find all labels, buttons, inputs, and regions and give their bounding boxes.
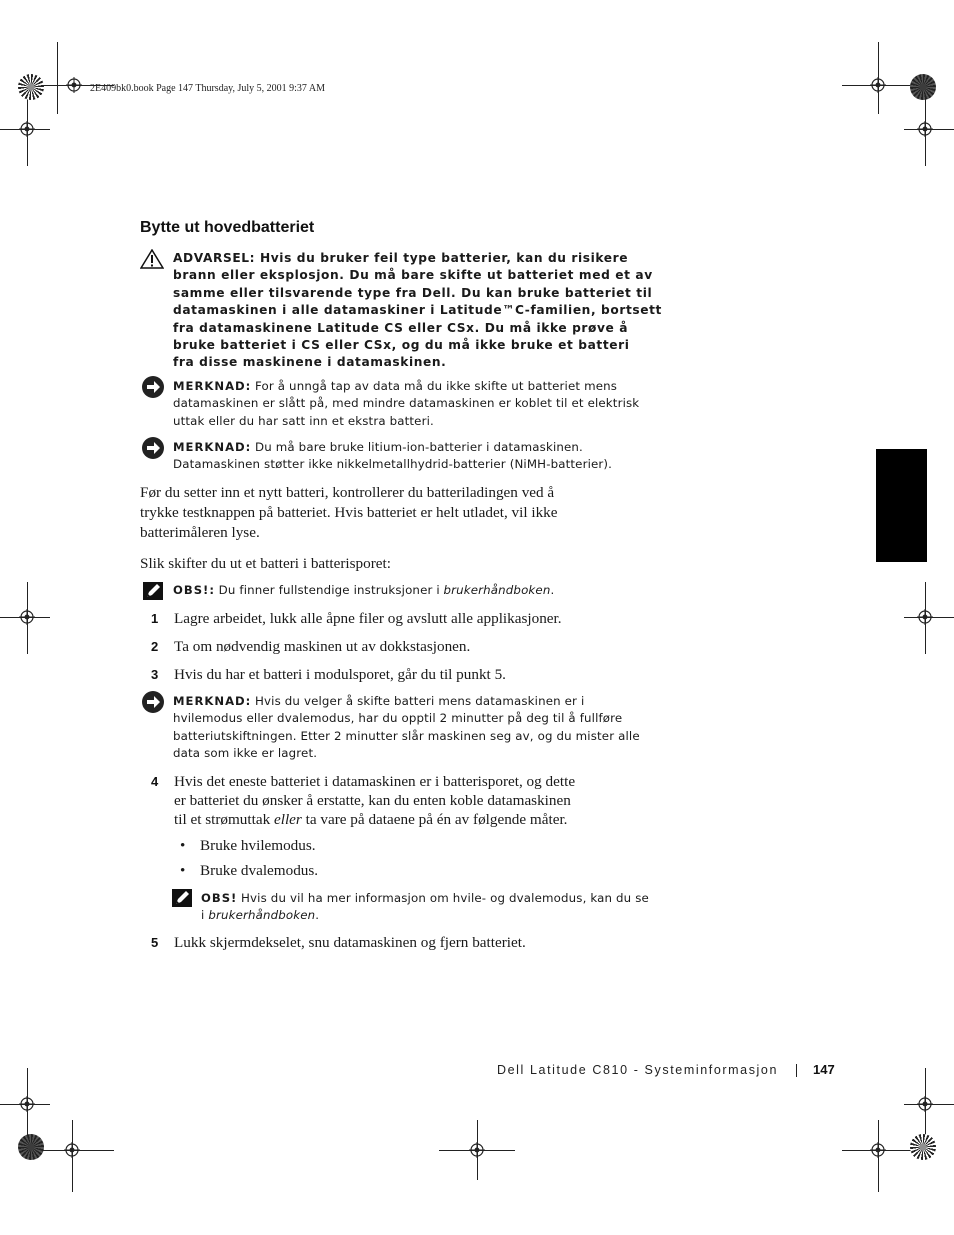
step-number: 4: [151, 774, 159, 789]
step-number: 1: [151, 611, 159, 626]
registration-mark-icon: [870, 77, 886, 93]
notice-merknad-1: [173, 378, 639, 430]
warning-line: fra datamaskinene Latitude CS eller CSx. Du må ikke prøve å: [173, 320, 629, 335]
notice-label: MERKNAD:: [173, 440, 252, 454]
star-target-icon: [910, 1134, 936, 1160]
footer-separator: [796, 1064, 797, 1077]
notice-text: Hvis du velger å skifte batteri mens datamaskinen er i: [255, 694, 585, 708]
note-obs-2: [201, 890, 649, 925]
pencil-note-icon: [143, 582, 163, 600]
section-title: Bytte ut hovedbatteriet: [140, 219, 315, 236]
bullet-item: Bruke dvalemodus.: [200, 862, 319, 879]
step-line: Hvis det eneste batteriet i datamaskinen er i batterisporet, og dette: [174, 773, 576, 790]
notice-merknad-3: [173, 693, 640, 763]
step-text: Lukk skjermdekselet, snu datamaskinen og fjern batteriet.: [174, 934, 526, 951]
note-obs-1: [173, 582, 554, 599]
warning-line: samme eller tilsvarende type fra Dell. Du kan bruke batteriet til: [173, 285, 653, 300]
warning-line: datamaskinen i alle datamaskiner i Latitude™C-familien, bortsett: [173, 303, 662, 318]
step-text: [174, 772, 575, 829]
pencil-note-icon: [172, 889, 192, 907]
step-number: 5: [151, 935, 159, 950]
registration-mark-icon: [19, 121, 35, 137]
notice-text: Du må bare bruke litium-ion-batterier i datamaskinen.: [255, 440, 583, 454]
notice-arrow-icon: [142, 437, 164, 459]
step-line: til et strømuttak: [174, 811, 274, 828]
footer-title: Dell Latitude C810 - Systeminformasjon: [497, 1063, 779, 1077]
note-text: Du finner fullstendige instruksjoner i: [218, 583, 440, 597]
star-target-icon: [18, 1134, 44, 1160]
note-text: i: [201, 908, 209, 923]
bullet-icon: •: [180, 862, 186, 879]
paragraph-line: trykke testknappen på batteriet. Hvis batteriet er helt utladet, vil ikke: [140, 504, 558, 521]
page-number: 147: [813, 1062, 835, 1077]
note-label: OBS!:: [173, 583, 215, 597]
note-italic: brukerhåndboken: [443, 583, 551, 597]
note-italic: brukerhåndboken: [208, 908, 316, 923]
step-text: Lagre arbeidet, lukk alle åpne filer og avslutt alle applikasjoner.: [174, 610, 562, 627]
warning-text: [173, 250, 662, 372]
notice-arrow-icon: [142, 376, 164, 398]
step-text: Hvis du har et batteri i modulsporet, går du til punkt 5.: [174, 666, 506, 683]
paragraph: Slik skifter du ut et batteri i batterisporet:: [140, 555, 391, 572]
notice-text: data som ikke er lagret.: [173, 746, 318, 761]
print-header: 2E409bk0.book Page 147 Thursday, July 5, 2001 9:37 AM: [90, 83, 325, 94]
notice-label: MERKNAD:: [173, 694, 252, 708]
notice-text: datamaskinen er slått på, med mindre datamaskinen er koblet til et elektrisk: [173, 396, 640, 411]
star-target-icon: [18, 74, 44, 100]
registration-mark-icon: [870, 1142, 886, 1158]
notice-text: Datamaskinen støtter ikke nikkelmetallhydrid-batterier (NiMH-batterier).: [173, 457, 613, 472]
registration-mark-icon: [19, 609, 35, 625]
step-number: 3: [151, 667, 159, 682]
step-line: ta vare på dataene på én av følgende måter.: [301, 811, 568, 828]
notice-text: For å unngå tap av data må du ikke skifte ut batteriet mens: [255, 379, 618, 393]
warning-line: bruke batteriet i CS eller CSx, og du må ikke bruke et batteri: [173, 338, 630, 353]
bullet-item: Bruke hvilemodus.: [200, 837, 316, 854]
star-target-icon: [910, 74, 936, 100]
paragraph-line: Før du setter inn et nytt batteri, kontrollerer du batteriladingen ved å: [140, 484, 555, 501]
note-label: OBS!: [201, 891, 238, 905]
bullet-icon: •: [180, 837, 186, 854]
notice-merknad-2: [173, 439, 612, 474]
warning-line: ADVARSEL: Hvis du bruker feil type batterier, kan du risikere: [173, 251, 629, 265]
chapter-thumb-tab: [876, 449, 927, 562]
notice-text: uttak eller du har satt inn et ekstra batteri.: [173, 413, 434, 428]
notice-arrow-icon: [142, 691, 164, 713]
registration-mark-icon: [469, 1142, 485, 1158]
paragraph: [140, 483, 558, 543]
note-end: .: [315, 908, 320, 923]
warning-line: brann eller eksplosjon. Du må bare skifte ut batteriet med et av: [173, 268, 653, 283]
registration-mark-icon: [917, 121, 933, 137]
notice-label: MERKNAD:: [173, 379, 252, 393]
step-number: 2: [151, 639, 159, 654]
notice-text: batteriutskiftningen. Etter 2 minutter slår maskinen seg av, og du mister alle: [173, 728, 640, 743]
registration-mark-icon: [64, 1142, 80, 1158]
paragraph-line: batterimåleren lyse.: [140, 524, 260, 541]
warning-line: fra disse maskinene i datamaskinen.: [173, 355, 447, 370]
note-text: Hvis du vil ha mer informasjon om hvile- og dvalemodus, kan du se: [241, 891, 649, 905]
registration-mark-icon: [66, 77, 82, 93]
registration-mark-icon: [917, 609, 933, 625]
warning-triangle-icon: [140, 249, 164, 269]
registration-mark-icon: [917, 1096, 933, 1112]
note-end: .: [550, 583, 555, 597]
registration-mark-icon: [19, 1096, 35, 1112]
notice-text: hvilemodus eller dvalemodus, har du opptil 2 minutter på deg til å fullføre: [173, 711, 623, 726]
step-line: er batteriet du ønsker å erstatte, kan du enten koble datamaskinen: [174, 792, 571, 809]
step-italic: eller: [273, 811, 302, 828]
step-text: Ta om nødvendig maskinen ut av dokkstasjonen.: [174, 638, 471, 655]
